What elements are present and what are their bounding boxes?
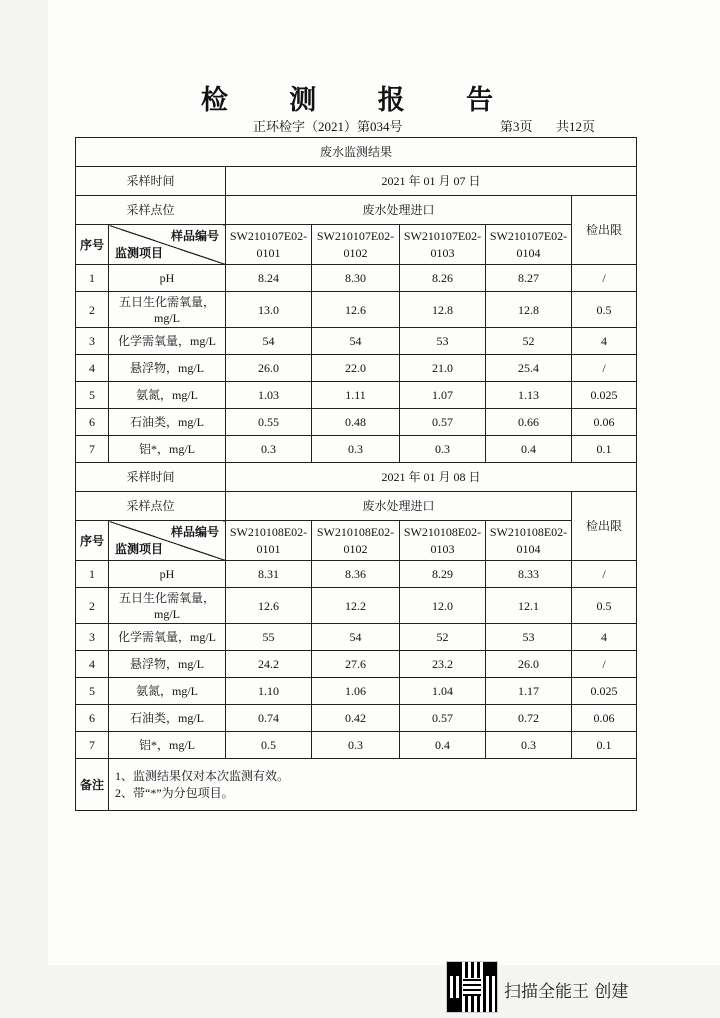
measured-value: 0.4 bbox=[400, 732, 486, 759]
document-number: 正环检字（2021）第034号 bbox=[253, 119, 403, 134]
measured-value: 0.72 bbox=[486, 705, 572, 732]
data-row bbox=[76, 409, 637, 436]
sample-time-row bbox=[76, 167, 637, 196]
seq-header: 序号 bbox=[76, 521, 109, 561]
row-number: 1 bbox=[76, 265, 109, 292]
measured-value: 27.6 bbox=[312, 651, 400, 678]
measured-value: 55 bbox=[226, 624, 312, 651]
measured-value: 12.6 bbox=[226, 588, 312, 624]
measured-value: 13.0 bbox=[226, 292, 312, 328]
measured-value: 0.57 bbox=[400, 705, 486, 732]
measured-value: 26.0 bbox=[226, 355, 312, 382]
measured-value: 1.06 bbox=[312, 678, 400, 705]
data-row bbox=[76, 355, 637, 382]
sample-id: SW210108E02-0104 bbox=[486, 521, 572, 561]
parameter-name: 五日生化需氧量，mg/L bbox=[109, 588, 226, 624]
measured-value: 8.26 bbox=[400, 265, 486, 292]
measured-value: 52 bbox=[400, 624, 486, 651]
measured-value: 12.8 bbox=[486, 292, 572, 328]
page-number: 第3页 bbox=[500, 119, 533, 134]
detection-limit: 4 bbox=[572, 624, 637, 651]
measured-value: 8.29 bbox=[400, 561, 486, 588]
sample-id-header-row bbox=[76, 225, 637, 265]
measured-value: 54 bbox=[312, 624, 400, 651]
sample-point-label: 采样点位 bbox=[76, 492, 226, 521]
detection-limit: 0.06 bbox=[572, 705, 637, 732]
measured-value: 0.66 bbox=[486, 409, 572, 436]
measured-value: 0.74 bbox=[226, 705, 312, 732]
measured-value: 12.8 bbox=[400, 292, 486, 328]
detection-limit: 0.06 bbox=[572, 409, 637, 436]
data-row bbox=[76, 328, 637, 355]
sample-id-header-row bbox=[76, 521, 637, 561]
detection-limit: 0.5 bbox=[572, 292, 637, 328]
seq-header: 序号 bbox=[76, 225, 109, 265]
measured-value: 22.0 bbox=[312, 355, 400, 382]
row-number: 5 bbox=[76, 382, 109, 409]
detection-limit: 0.025 bbox=[572, 382, 637, 409]
remark-line: 1、监测结果仅对本次监测有效。 bbox=[115, 768, 290, 783]
data-row bbox=[76, 732, 637, 759]
row-number: 5 bbox=[76, 678, 109, 705]
results-table bbox=[75, 137, 637, 811]
parameter-name: 石油类，mg/L bbox=[109, 409, 226, 436]
measured-value: 21.0 bbox=[400, 355, 486, 382]
parameter-name: 五日生化需氧量，mg/L bbox=[109, 292, 226, 328]
measured-value: 1.07 bbox=[400, 382, 486, 409]
data-row bbox=[76, 382, 637, 409]
measured-value: 0.5 bbox=[226, 732, 312, 759]
row-number: 7 bbox=[76, 732, 109, 759]
detection-limit-header: 检出限 bbox=[572, 492, 637, 561]
sample-id: SW210108E02-0102 bbox=[312, 521, 400, 561]
measured-value: 1.04 bbox=[400, 678, 486, 705]
data-row bbox=[76, 624, 637, 651]
data-row bbox=[76, 588, 637, 624]
parameter-name: pH bbox=[109, 561, 226, 588]
sample-point-row bbox=[76, 492, 637, 521]
measured-value: 0.3 bbox=[312, 732, 400, 759]
data-row bbox=[76, 561, 637, 588]
measured-value: 0.3 bbox=[486, 732, 572, 759]
measured-value: 53 bbox=[486, 624, 572, 651]
sample-point-row bbox=[76, 196, 637, 225]
remarks-row bbox=[76, 759, 637, 811]
measured-value: 8.30 bbox=[312, 265, 400, 292]
measured-value: 0.55 bbox=[226, 409, 312, 436]
diagonal-header-cell bbox=[109, 521, 226, 561]
parameter-name: 氨氮，mg/L bbox=[109, 678, 226, 705]
measured-value: 23.2 bbox=[400, 651, 486, 678]
measured-value: 1.10 bbox=[226, 678, 312, 705]
measured-value: 53 bbox=[400, 328, 486, 355]
sample-id: SW210107E02-0102 bbox=[312, 225, 400, 265]
data-row bbox=[76, 292, 637, 328]
section-title: 废水监测结果 bbox=[76, 138, 637, 167]
measured-value: 54 bbox=[226, 328, 312, 355]
detection-limit: / bbox=[572, 651, 637, 678]
item-label: 监测项目 bbox=[115, 542, 164, 556]
row-number: 3 bbox=[76, 328, 109, 355]
sample-no-label: 样品编号 bbox=[170, 229, 219, 243]
measured-value: 12.6 bbox=[312, 292, 400, 328]
sample-id: SW210107E02-0104 bbox=[486, 225, 572, 265]
row-number: 4 bbox=[76, 355, 109, 382]
measured-value: 12.2 bbox=[312, 588, 400, 624]
diagonal-header-cell bbox=[109, 225, 226, 265]
measured-value: 0.4 bbox=[486, 436, 572, 463]
parameter-name: 氨氮，mg/L bbox=[109, 382, 226, 409]
measured-value: 1.03 bbox=[226, 382, 312, 409]
data-row bbox=[76, 705, 637, 732]
parameter-name: 铝*，mg/L bbox=[109, 436, 226, 463]
parameter-name: 悬浮物，mg/L bbox=[109, 355, 226, 382]
parameter-name: 悬浮物，mg/L bbox=[109, 651, 226, 678]
measured-value: 8.27 bbox=[486, 265, 572, 292]
parameter-name: 化学需氧量，mg/L bbox=[109, 624, 226, 651]
sample-point-value: 废水处理进口 bbox=[226, 492, 572, 521]
sample-point-label: 采样点位 bbox=[76, 196, 226, 225]
data-row bbox=[76, 651, 637, 678]
measured-value: 25.4 bbox=[486, 355, 572, 382]
measured-value: 54 bbox=[312, 328, 400, 355]
measured-value: 0.3 bbox=[400, 436, 486, 463]
measured-value: 0.3 bbox=[312, 436, 400, 463]
sample-date: 2021 年 01 月 07 日 bbox=[226, 167, 637, 196]
detection-limit: 4 bbox=[572, 328, 637, 355]
report-title: 检 测 报 告 bbox=[200, 85, 520, 116]
measured-value: 12.1 bbox=[486, 588, 572, 624]
row-number: 2 bbox=[76, 588, 109, 624]
parameter-name: 化学需氧量，mg/L bbox=[109, 328, 226, 355]
sample-point-value: 废水处理进口 bbox=[226, 196, 572, 225]
data-row bbox=[76, 436, 637, 463]
remarks-content bbox=[109, 759, 637, 811]
detection-limit: 0.1 bbox=[572, 732, 637, 759]
measured-value: 8.31 bbox=[226, 561, 312, 588]
detection-limit: / bbox=[572, 355, 637, 382]
measured-value: 24.2 bbox=[226, 651, 312, 678]
sample-time-row bbox=[76, 463, 637, 492]
data-row bbox=[76, 678, 637, 705]
data-row bbox=[76, 265, 637, 292]
row-number: 3 bbox=[76, 624, 109, 651]
sample-id: SW210108E02-0101 bbox=[226, 521, 312, 561]
row-number: 2 bbox=[76, 292, 109, 328]
parameter-name: pH bbox=[109, 265, 226, 292]
sample-no-label: 样品编号 bbox=[170, 525, 219, 539]
detection-limit: / bbox=[572, 561, 637, 588]
detection-limit: / bbox=[572, 265, 637, 292]
measured-value: 1.13 bbox=[486, 382, 572, 409]
measured-value: 0.48 bbox=[312, 409, 400, 436]
parameter-name: 铝*，mg/L bbox=[109, 732, 226, 759]
measured-value: 0.42 bbox=[312, 705, 400, 732]
measured-value: 1.11 bbox=[312, 382, 400, 409]
measured-value: 8.24 bbox=[226, 265, 312, 292]
remarks-label: 备注 bbox=[76, 759, 109, 811]
detection-limit: 0.1 bbox=[572, 436, 637, 463]
sample-id: SW210108E02-0103 bbox=[400, 521, 486, 561]
measured-value: 0.57 bbox=[400, 409, 486, 436]
measured-value: 1.17 bbox=[486, 678, 572, 705]
remark-line: 2、带“*”为分包项目。 bbox=[115, 785, 234, 800]
item-label: 监测项目 bbox=[115, 246, 164, 260]
detection-limit: 0.025 bbox=[572, 678, 637, 705]
total-pages: 共12页 bbox=[556, 119, 596, 134]
scan-watermark-label: 扫描全能王 创建 bbox=[504, 982, 629, 1002]
parameter-name: 石油类，mg/L bbox=[109, 705, 226, 732]
row-number: 6 bbox=[76, 705, 109, 732]
sample-time-label: 采样时间 bbox=[76, 463, 226, 492]
measured-value: 12.0 bbox=[400, 588, 486, 624]
measured-value: 8.36 bbox=[312, 561, 400, 588]
row-number: 4 bbox=[76, 651, 109, 678]
measured-value: 26.0 bbox=[486, 651, 572, 678]
row-number: 1 bbox=[76, 561, 109, 588]
sample-id: SW210107E02-0101 bbox=[226, 225, 312, 265]
row-number: 6 bbox=[76, 409, 109, 436]
sample-date: 2021 年 01 月 08 日 bbox=[226, 463, 637, 492]
sample-id: SW210107E02-0103 bbox=[400, 225, 486, 265]
detection-limit-header: 检出限 bbox=[572, 196, 637, 265]
row-number: 7 bbox=[76, 436, 109, 463]
detection-limit: 0.5 bbox=[572, 588, 637, 624]
measured-value: 8.33 bbox=[486, 561, 572, 588]
sample-time-label: 采样时间 bbox=[76, 167, 226, 196]
section-title-row bbox=[76, 138, 637, 167]
qr-code-icon bbox=[446, 961, 498, 1013]
measured-value: 52 bbox=[486, 328, 572, 355]
measured-value: 0.3 bbox=[226, 436, 312, 463]
